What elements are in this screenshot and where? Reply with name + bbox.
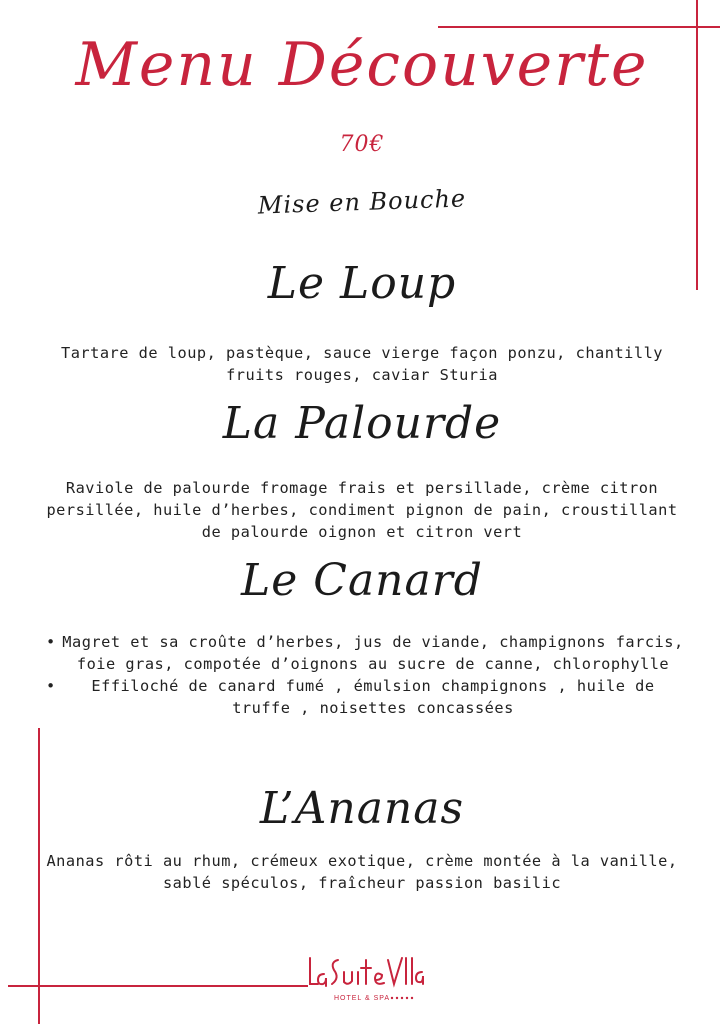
bullet-icon: • xyxy=(46,677,56,695)
list-item xyxy=(44,631,688,675)
logo-lettering xyxy=(310,958,423,986)
course-items-canard xyxy=(44,631,688,719)
list-item xyxy=(44,675,688,719)
course-description-ananas: Ananas rôti au rhum, crémeux exotique, crème montée à la vanille, sablé spéculos, fraîcheur passion basilic xyxy=(46,852,678,892)
course-description-palourde: Raviole de palourde fromage frais et persillade, crème citron persillée, huile d’herbes, condiment pignon de pain, croustillant de palourde oignon et citron vert xyxy=(46,479,678,541)
menu-price: 70€ xyxy=(339,132,385,157)
bullet-icon: • xyxy=(46,633,56,651)
course-title-loup: Le Loup xyxy=(267,258,457,309)
course-title-palourde: La Palourde xyxy=(222,398,502,449)
la-suite-villa-logo xyxy=(300,950,424,1008)
logo-subtitle: HOTEL & SPA xyxy=(333,995,391,1002)
decorative-line-bottom xyxy=(8,985,308,987)
course-item-text: Effiloché de canard fumé , émulsion champignons , huile de truffe , noisettes concassées xyxy=(91,677,655,717)
course-title-canard: Le Canard xyxy=(241,555,483,606)
course-description-loup: Tartare de loup, pastèque, sauce vierge façon ponzu, chantilly fruits rouges, caviar Sturia xyxy=(61,344,663,384)
logo-dots xyxy=(391,997,413,999)
menu-title: Menu Découverte xyxy=(75,30,649,100)
course-item-text: Magret et sa croûte d’herbes, jus de viande, champignons farcis, foie gras, compotée d’oignons au sucre de canne, chlorophylle xyxy=(62,633,684,673)
course-title-ananas: L’Ananas xyxy=(259,783,465,834)
decorative-line-top xyxy=(438,26,720,28)
amuse-bouche-heading: Mise en Bouche xyxy=(257,184,467,220)
